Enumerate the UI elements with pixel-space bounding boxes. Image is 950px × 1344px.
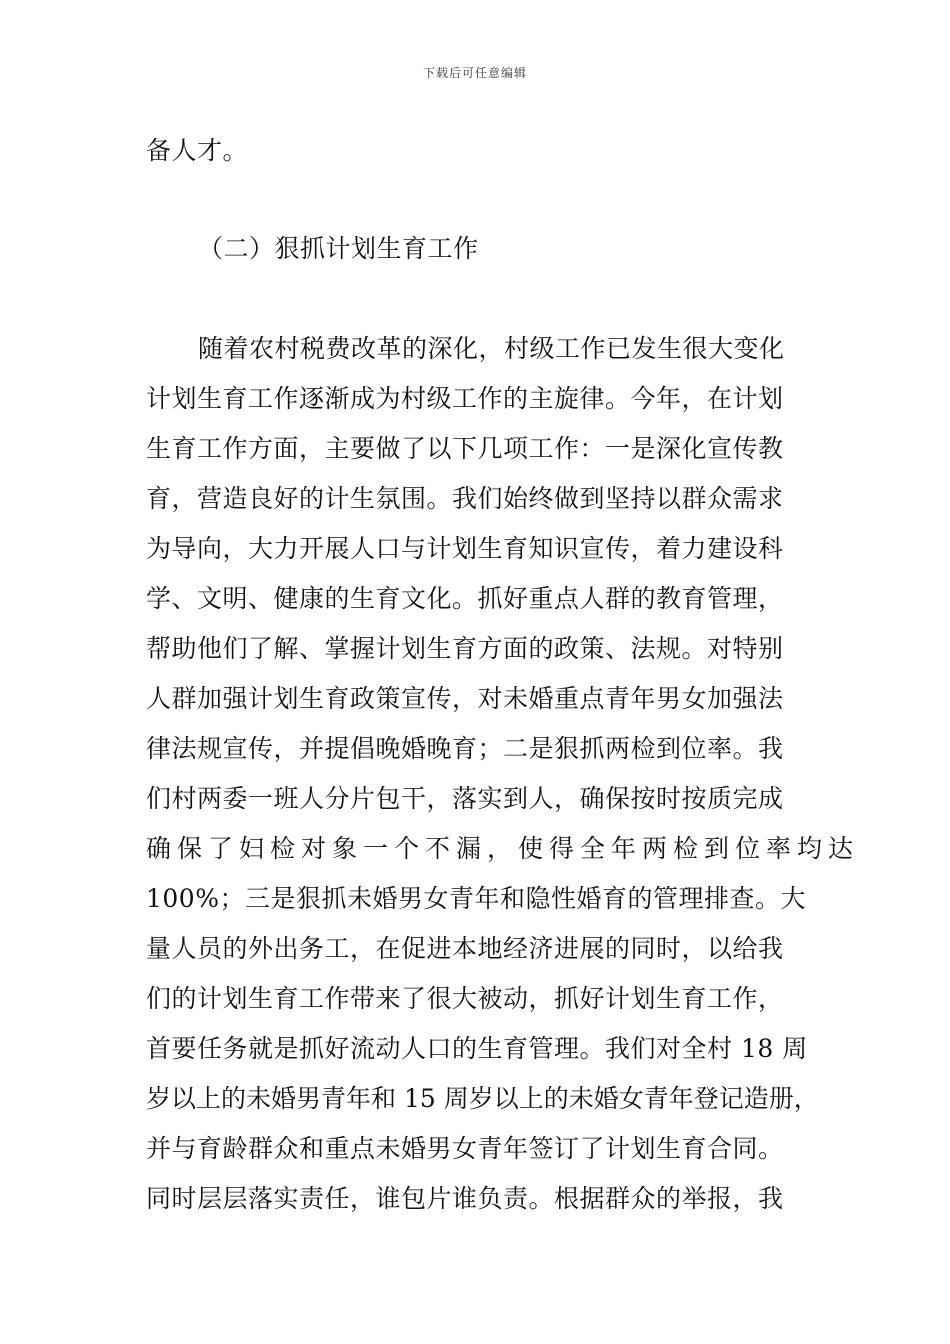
paragraph-line: 帮助他们了解、掌握计划生育方面的政策、法规。对特别: [146, 634, 784, 663]
paragraph-line: 并与育龄群众和重点未婚男女青年签订了计划生育合同。: [146, 1134, 784, 1163]
paragraph-line: 确保了妇检对象一个不漏，使得全年两检到位率均达: [146, 834, 860, 863]
paragraph-line: 人群加强计划生育政策宣传，对未婚重点青年男女加强法: [146, 684, 784, 713]
paragraph-line: 们村两委一班人分片包干，落实到人，确保按时按质完成: [146, 784, 784, 813]
page-header-note: 下载后可任意编辑: [422, 66, 527, 80]
paragraph-line: 计划生育工作逐渐成为村级工作的主旋律。今年，在计划: [146, 384, 784, 413]
section-heading: （二）狠抓计划生育工作: [198, 234, 479, 263]
paragraph-line: 育，营造良好的计生氛围。我们始终做到坚持以群众需求: [146, 484, 784, 513]
paragraph-line: 学、文明、健康的生育文化。抓好重点人群的教育管理，: [146, 584, 784, 613]
paragraph-line: 随着农村税费改革的深化，村级工作已发生很大变化: [198, 334, 785, 363]
paragraph-line: 律法规宣传，并提倡晚婚晚育；二是狠抓两检到位率。我: [146, 734, 784, 763]
paragraph-line: 首要任务就是抓好流动人口的生育管理。我们对全村 18 周: [146, 1034, 808, 1063]
paragraph-line: 生育工作方面，主要做了以下几项工作：一是深化宣传教: [146, 434, 784, 463]
previous-paragraph-tail: 备人才。: [146, 136, 249, 165]
paragraph-line: 100%；三是狠抓未婚男女青年和隐性婚育的管理排查。大: [146, 884, 806, 913]
paragraph-line: 同时层层落实责任，谁包片谁负责。根据群众的举报，我: [146, 1184, 784, 1213]
paragraph-line: 岁以上的未婚男青年和 15 周岁以上的未婚女青年登记造册，: [146, 1084, 819, 1113]
paragraph-line: 为导向，大力开展人口与计划生育知识宣传，着力建设科: [146, 534, 784, 563]
paragraph-line: 们的计划生育工作带来了很大被动，抓好计划生育工作，: [146, 984, 784, 1013]
paragraph-line: 量人员的外出务工，在促进本地经济进展的同时，以给我: [146, 934, 784, 963]
